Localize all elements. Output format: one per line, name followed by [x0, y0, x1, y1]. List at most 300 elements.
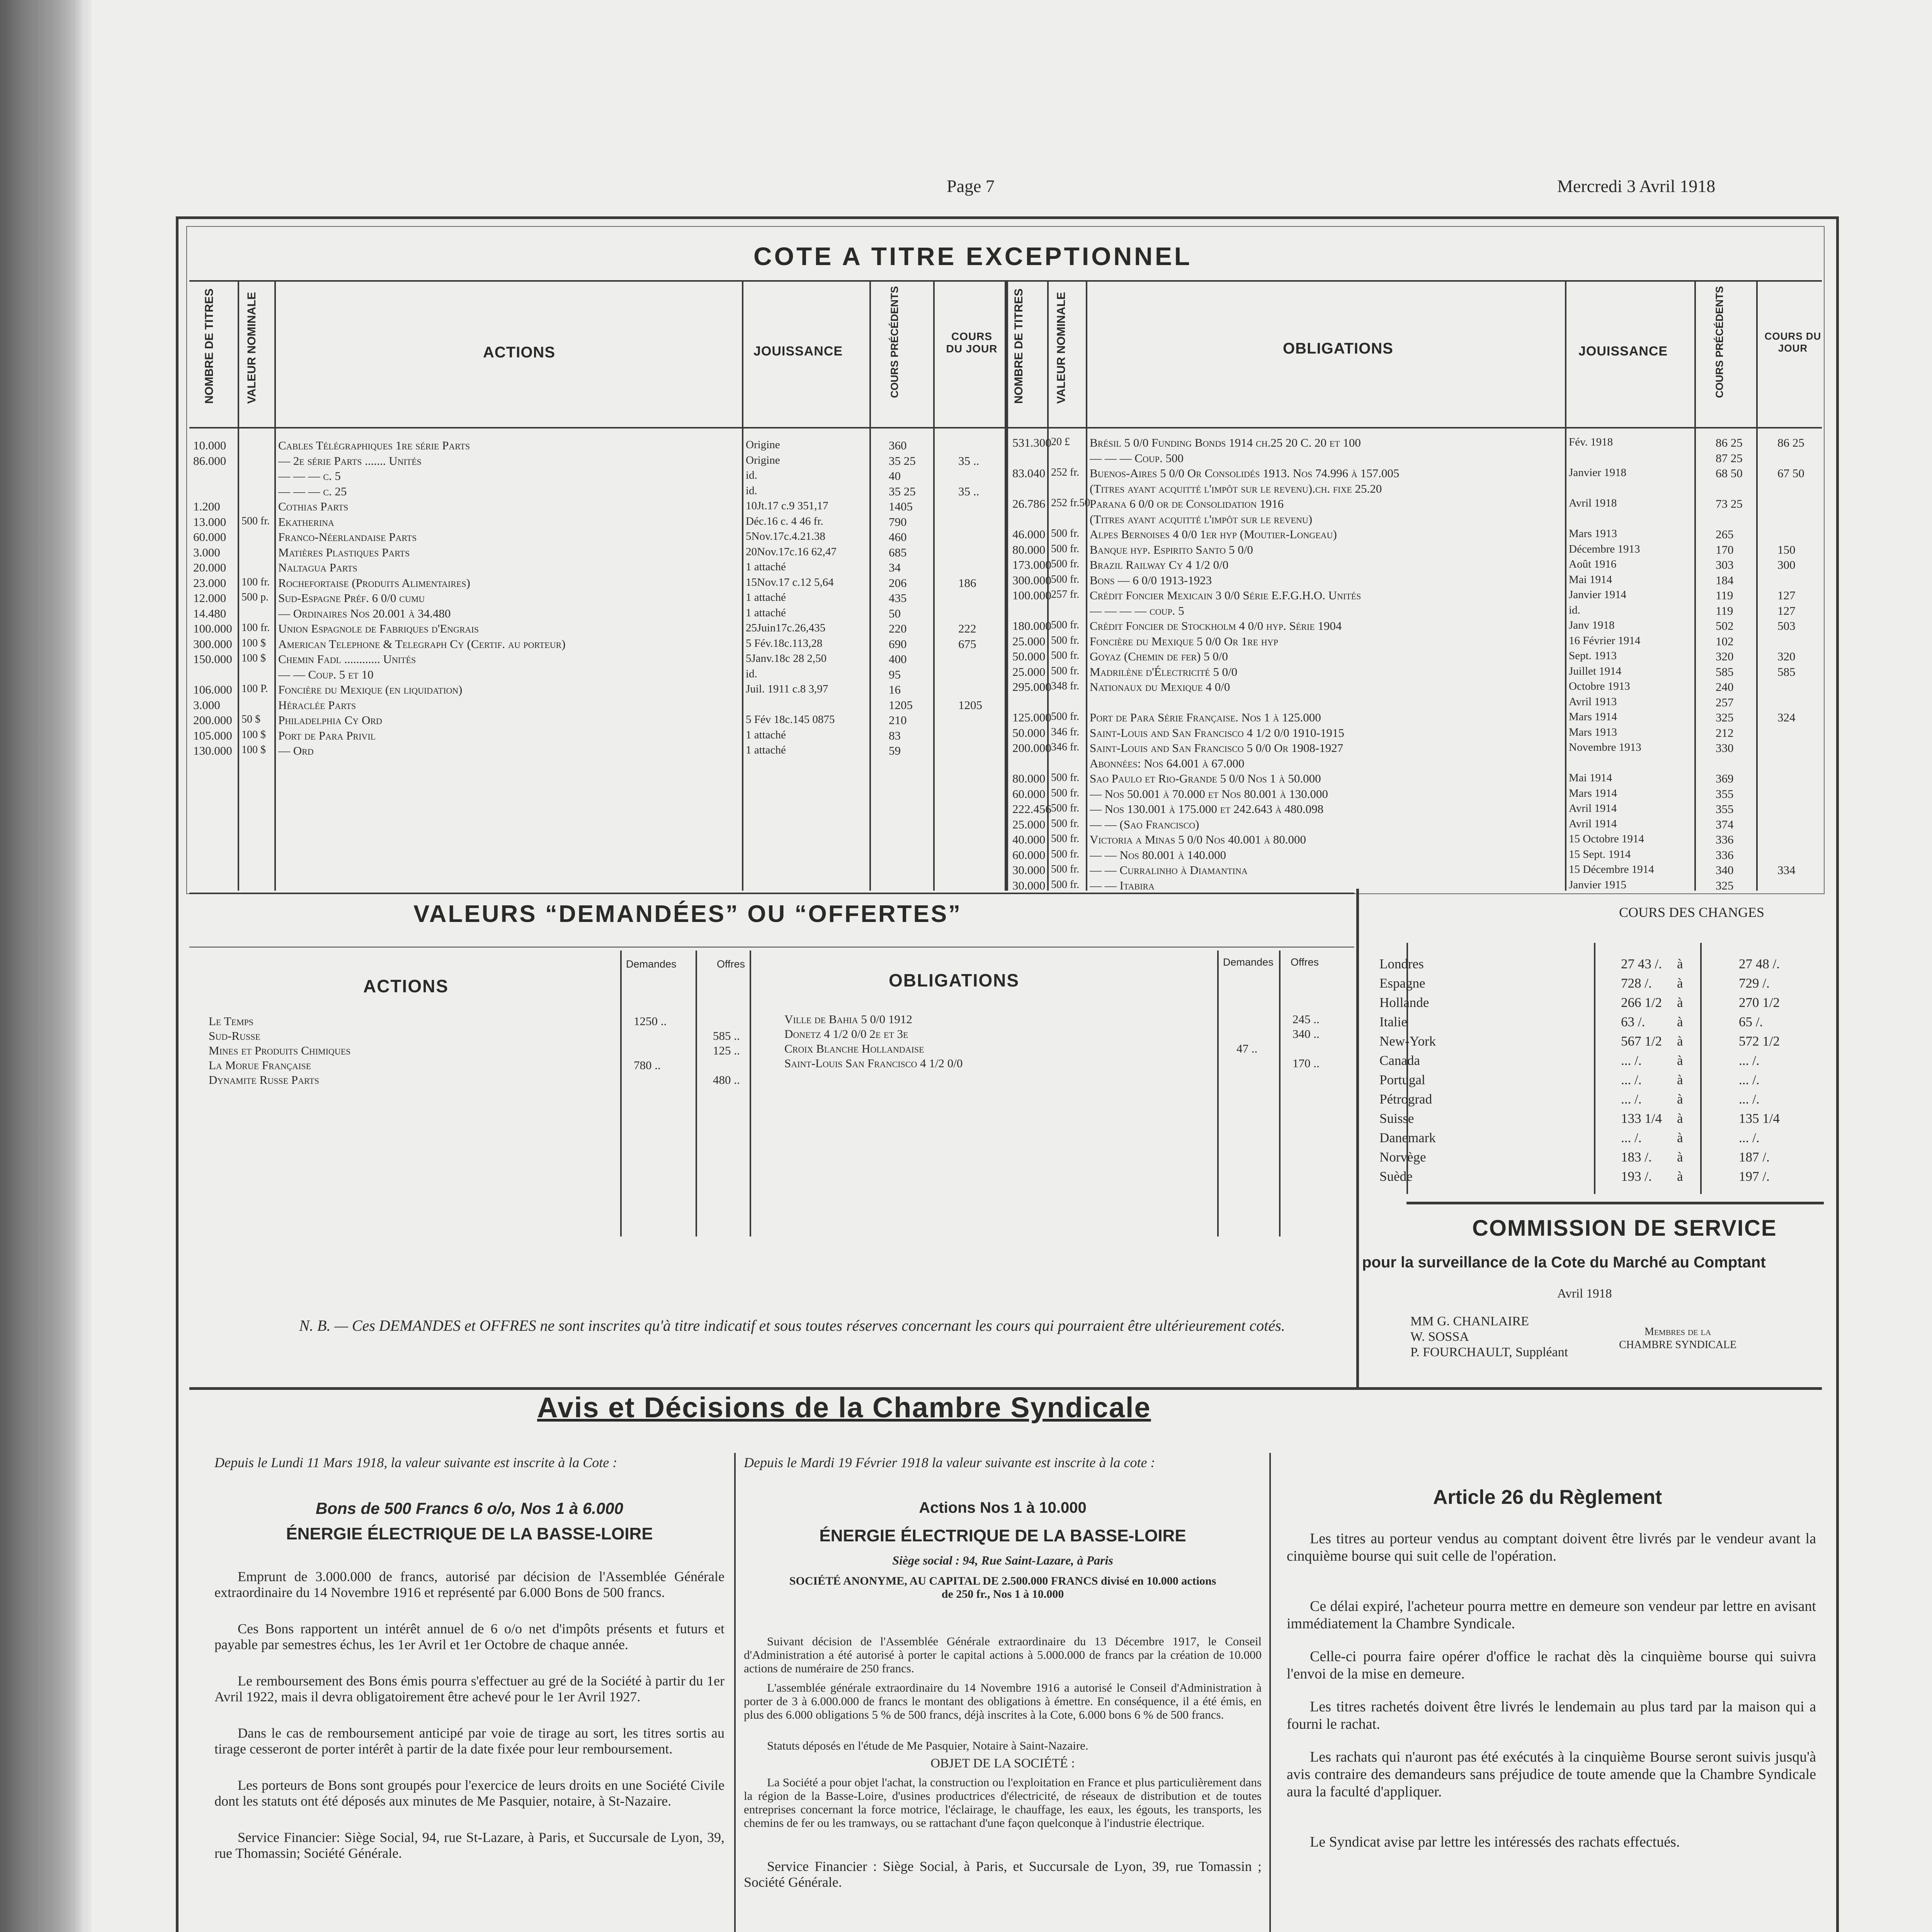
row-nombre: 60.000 [1012, 787, 1046, 801]
row-jouissance: Avril 1914 [1569, 817, 1617, 830]
row-jouissance: Mai 1914 [1569, 573, 1612, 586]
row-nombre: 30.000 [1012, 878, 1046, 892]
row-cours-prec: 340 [1716, 863, 1734, 877]
row-cours-prec: 212 [1716, 726, 1734, 740]
avis-col2-societe: SOCIÉTÉ ANONYME, AU CAPITAL DE 2.500.000 FRANCS divisé en 10.000 actions de 250 fr., Nos 1 à 10.000 [789, 1575, 1216, 1600]
valeur-action-name: Sud-Russe [209, 1029, 260, 1043]
row-valeur: 50 $ [242, 713, 260, 725]
row-actions-name: Cothias Parts [278, 500, 349, 513]
change-separator: à [1677, 1169, 1683, 1184]
row-jouissance: id. [746, 469, 757, 481]
change-separator: à [1677, 1053, 1683, 1068]
change-rate-to: 65 /. [1739, 1014, 1763, 1029]
row-valeur: 500 fr. [1051, 543, 1080, 555]
avis-col1-service: Service Financier: Siège Social, 94, rue St-Lazare, à Paris, et Succursale de Lyon, 39, rue Thomassin; Société Générale. [214, 1830, 724, 1861]
valeur-oblig-name: Saint-Louis San Francisco 4 1/2 0/0 [784, 1056, 963, 1070]
avis-col1-p5: Les porteurs de Bons sont groupés pour l'exercice de leurs droits en une Société Civile dont les statuts ont été déposés aux minutes de Me Pasquier, notaire, à St-Nazaire. [214, 1777, 724, 1809]
row-nombre: 26.786 [1012, 497, 1046, 510]
divider [742, 280, 743, 891]
change-rate-from: 27 43 /. [1621, 956, 1662, 971]
row-cours-prec: 83 [889, 728, 901, 742]
row-jouissance: 15Nov.17 c.12 5,64 [746, 576, 834, 588]
row-jouissance: Avril 1913 [1569, 695, 1617, 708]
row-nombre: 80.000 [1012, 543, 1046, 556]
row-nombre: 86.000 [193, 454, 226, 468]
row-jouissance: 25Juin17c.26,435 [746, 622, 826, 634]
row-valeur: 500 fr. [1051, 802, 1080, 814]
row-nombre: 105.000 [193, 728, 232, 742]
offres-header-oblig: Offres [1291, 956, 1319, 968]
avis-col1-company: ÉNERGIE ÉLECTRIQUE DE LA BASSE-LOIRE [286, 1524, 653, 1543]
col-header-actions: ACTIONS [483, 344, 555, 361]
row-cours-prec: 34 [889, 561, 901, 574]
row-oblig-name: Goyaz (Chemin de fer) 5 0/0 [1090, 650, 1228, 663]
row-cours-prec: 95 [889, 667, 901, 681]
row-cours-prec: 360 [889, 439, 907, 452]
row-valeur: 100 P. [242, 683, 268, 695]
row-jouissance: Avril 1918 [1569, 497, 1617, 509]
row-jouissance: Origine [746, 454, 780, 466]
row-nombre: 200.000 [193, 713, 232, 727]
row-cours-jour: 35 .. [958, 454, 980, 468]
row-actions-name: Ekatherina [278, 515, 334, 529]
valeur-demande: 47 .. [1236, 1042, 1258, 1055]
row-cours-prec: 585 [1716, 665, 1734, 679]
row-jouissance: Janvier 1918 [1569, 466, 1626, 479]
avis-col2-p4: La Société a pour objet l'achat, la construction ou l'exploitation en France et plus particulièrement dans la région de la Basse-Loire, d'usines productrices d'électricité, de réseaux de distribution et de toutes entreprises concernant la force motrice, l'éclairage, le chauffage, les eaux, les égouts, les transports, les chemins de fer ou les tramways, ou se rattachant d'une façon quelconque à l'industrie électrique. [744, 1776, 1262, 1830]
valeur-oblig-name: Croix Blanche Hollandaise [784, 1042, 924, 1055]
valeur-oblig-name: Ville de Bahia 5 0/0 1912 [784, 1012, 912, 1026]
row-actions-name: Chemin Fadl ............ Unités [278, 652, 416, 666]
divider [620, 951, 622, 1236]
row-jouissance: id. [1569, 604, 1580, 616]
divider [1005, 280, 1008, 891]
row-jouissance: Janvier 1915 [1569, 878, 1626, 891]
row-actions-name: Cables Télégraphiques 1re série Parts [278, 439, 470, 452]
row-jouissance: Origine [746, 439, 780, 451]
row-nombre: 100.000 [193, 622, 232, 635]
row-oblig-name: — Nos 50.001 à 70.000 et Nos 80.001 à 130.000 [1090, 787, 1328, 801]
row-nombre: 50.000 [1012, 650, 1046, 663]
avis-col1-p3: Le remboursement des Bons émis pourra s'effectuer au gré de la Société à partir du 1er Avril 1922, mais il devra obligatoirement être achevé pour le 1er Avril 1927. [214, 1673, 724, 1704]
change-rate-from: 567 1/2 [1621, 1034, 1662, 1049]
commission-date: Avril 1918 [1557, 1287, 1612, 1301]
row-cours-prec: 119 [1716, 604, 1733, 617]
change-country: Norvège [1379, 1150, 1426, 1165]
divider [189, 893, 1354, 894]
row-valeur: 500 fr. [1051, 634, 1080, 646]
row-cours-jour: 127 [1777, 588, 1796, 602]
row-nombre: 100.000 [1012, 588, 1051, 602]
row-oblig-name: Crédit Foncier de Stockholm 4 0/0 hyp. Série 1904 [1090, 619, 1342, 633]
col-header-cours-jour-oblig: COURS DU JOUR [1764, 330, 1821, 354]
row-valeur: 100 $ [242, 744, 266, 756]
row-cours-prec: 336 [1716, 833, 1734, 846]
demandes-header-oblig: Demandes [1223, 956, 1274, 968]
row-nombre: 25.000 [1012, 817, 1046, 831]
divider [1356, 889, 1359, 1387]
row-cours-prec: 320 [1716, 650, 1734, 663]
row-nombre: 60.000 [193, 530, 226, 544]
divider [274, 280, 276, 891]
article-26-p5: Les rachats qui n'auront pas été exécutés à la cinquième Bourse seront suivis jusqu'à avis contraire des demandeurs sans préjudice de toute amende que la Chambre Syndicale aura la faculté d'appliquer. [1287, 1749, 1816, 1800]
change-rate-to: 197 /. [1739, 1169, 1770, 1184]
article-26-title: Article 26 du Règlement [1433, 1486, 1662, 1509]
row-oblig-name: Port de Para Série Française. Nos 1 à 125.000 [1090, 711, 1321, 724]
row-nombre: 180.000 [1012, 619, 1051, 633]
row-nombre: 83.040 [1012, 466, 1046, 480]
row-valeur: 348 fr. [1051, 680, 1080, 692]
valeur-action-name: Dynamite Russe Parts [209, 1073, 319, 1087]
change-country: Espagne [1379, 976, 1425, 991]
change-country: Canada [1379, 1053, 1420, 1068]
row-nombre: 80.000 [1012, 772, 1046, 785]
row-jouissance: 1 attaché [746, 591, 786, 604]
row-jouissance: Juil. 1911 c.8 3,97 [746, 683, 828, 695]
row-oblig-name: Parana 6 0/0 or de Consolidation 1916 [1090, 497, 1284, 510]
change-rate-to: ... /. [1739, 1072, 1760, 1087]
commission-title: COMMISSION DE SERVICE [1472, 1216, 1777, 1241]
change-rate-from: 266 1/2 [1621, 995, 1662, 1010]
row-valeur: 252 fr. [1051, 466, 1080, 478]
divider [1406, 1202, 1824, 1204]
row-jouissance: Fév. 1918 [1569, 436, 1613, 448]
valeurs-note: N. B. — Ces DEMANDES et OFFRES ne sont inscrites qu'à titre indicatif et sous toutes réserves concernant les cours qui pourraient être ultérieurement cotés. [299, 1317, 1285, 1334]
row-nombre: 531.300 [1012, 436, 1051, 449]
valeur-action-name: La Morue Française [209, 1058, 311, 1072]
changes-title: COURS DES CHANGES [1619, 905, 1765, 920]
row-cours-prec: 240 [1716, 680, 1734, 694]
row-nombre: 60.000 [1012, 848, 1046, 862]
row-nombre: 125.000 [1012, 711, 1051, 724]
row-cours-jour: 503 [1777, 619, 1796, 633]
avis-col2-service: Service Financier : Siège Social, à Paris, et Succursale de Lyon, 39, rue Tomassin ; Société Générale. [744, 1859, 1262, 1890]
valeur-offre: 340 .. [1293, 1027, 1320, 1041]
change-country: Danemark [1379, 1130, 1436, 1145]
row-valeur: 500 fr. [1051, 619, 1080, 631]
avis-col2-p2: L'assemblée générale extraordinaire du 14 Novembre 1916 a autorisé le Conseil d'Administration à porter de 3 à 6.000.000 de francs le montant des obligations à émettre. En conséquence, il a été émis, en plus des 6.000 obligations 5 % de 500 francs, déjà inscrites à la Cote, 6.000 bons 6 % de 500 francs. [744, 1681, 1262, 1721]
change-country: Pétrograd [1379, 1092, 1432, 1107]
valeur-offre: 480 .. [713, 1073, 740, 1087]
row-cours-prec: 210 [889, 713, 907, 727]
col-header-cours-prec-oblig: COURS PRÉCÉDENTS [1714, 286, 1725, 398]
col-header-cours-prec: COURS PRÉCÉDENTS [889, 286, 900, 398]
row-jouissance: 15 Octobre 1914 [1569, 833, 1644, 845]
valeur-demande: 780 .. [634, 1058, 661, 1072]
avis-col2-intro: Depuis le Mardi 19 Février 1918 la valeur suivante est inscrite à la cote : [744, 1455, 1155, 1470]
row-oblig-name: Crédit Foncier Mexicain 3 0/0 Série E.F.G.H.O. Unités [1090, 588, 1361, 602]
valeur-action-name: Le Temps [209, 1014, 253, 1028]
cote-title: COTE A TITRE EXCEPTIONNEL [753, 242, 1192, 270]
row-nombre: 295.000 [1012, 680, 1051, 694]
valeurs-title: VALEURS “DEMANDÉES” OU “OFFERTES” [413, 901, 962, 927]
change-rate-from: 183 /. [1621, 1150, 1652, 1165]
row-cours-prec: 87 25 [1716, 451, 1743, 465]
row-nombre: 200.000 [1012, 741, 1051, 755]
row-valeur: 500 fr. [1051, 573, 1080, 585]
row-cours-prec: 336 [1716, 848, 1734, 862]
row-cours-prec: 690 [889, 637, 907, 651]
col-header-valeur: VALEUR NOMINALE [245, 292, 258, 404]
divider [1279, 951, 1281, 1236]
divider [1086, 280, 1087, 891]
row-jouissance: 15 Sept. 1914 [1569, 848, 1631, 861]
commission-role: Membres de la CHAMBRE SYNDICALE [1619, 1326, 1737, 1351]
row-cours-jour: 334 [1777, 863, 1796, 877]
row-cours-jour: 324 [1777, 711, 1796, 724]
row-jouissance: Octobre 1913 [1569, 680, 1630, 692]
row-oblig-name: Buenos-Aires 5 0/0 Or Consolidés 1913. Nos 74.996 à 157.005 [1090, 466, 1400, 480]
row-cours-prec: 59 [889, 744, 901, 757]
row-nombre: 30.000 [1012, 863, 1046, 877]
col-header-jouissance-oblig: JOUISSANCE [1578, 344, 1668, 359]
divider [1700, 943, 1702, 1194]
row-cours-jour: 86 25 [1777, 436, 1804, 449]
change-rate-to: 27 48 /. [1739, 956, 1780, 971]
col-header-jouissance: JOUISSANCE [753, 344, 843, 359]
row-jouissance: id. [746, 484, 757, 497]
row-cours-prec: 257 [1716, 695, 1734, 709]
row-actions-name: Franco-Néerlandaise Parts [278, 530, 417, 544]
row-jouissance: Avril 1914 [1569, 802, 1617, 815]
avis-col2-company: ÉNERGIE ÉLECTRIQUE DE LA BASSE-LOIRE [819, 1526, 1186, 1545]
avis-col2-objet: OBJET DE LA SOCIÉTÉ : [930, 1756, 1075, 1770]
row-actions-name: — — Coup. 5 et 10 [278, 667, 374, 681]
row-jouissance: 15 Décembre 1914 [1569, 863, 1654, 876]
row-valeur: 346 fr. [1051, 726, 1080, 738]
offres-header: Offres [717, 958, 745, 970]
row-jouissance: 5 Fév 18c.145 0875 [746, 713, 835, 726]
row-cours-prec: 265 [1716, 527, 1734, 541]
change-separator: à [1677, 1072, 1683, 1087]
row-cours-jour: 186 [958, 576, 976, 590]
row-cours-prec: 40 [889, 469, 901, 483]
row-actions-name: Sud-Espagne Préf. 6 0/0 cumu [278, 591, 425, 605]
divider [238, 280, 239, 891]
col-header-cours-jour: COURS DU JOUR [946, 330, 998, 355]
row-cours-prec: 1405 [889, 500, 913, 513]
row-oblig-name: (Titres ayant acquitté l'impôt sur le revenu) [1090, 512, 1313, 526]
divider [869, 280, 871, 891]
row-cours-prec: 1205 [889, 698, 913, 712]
row-actions-name: — Ordinaires Nos 20.001 à 34.480 [278, 606, 451, 620]
commission-subtitle: pour la surveillance de la Cote du Marché au Comptant [1362, 1254, 1766, 1271]
row-cours-prec: 73 25 [1716, 497, 1743, 510]
row-oblig-name: (Titres ayant acquitté l'impôt sur le revenu).ch. fixe 25.20 [1090, 481, 1382, 495]
row-nombre: 23.000 [193, 576, 226, 590]
row-nombre: 10.000 [193, 439, 226, 452]
row-cours-prec: 119 [1716, 588, 1733, 602]
row-actions-name: Héraclée Parts [278, 698, 356, 712]
row-cours-prec: 355 [1716, 802, 1734, 816]
row-valeur: 100 $ [242, 728, 266, 741]
change-separator: à [1677, 1092, 1683, 1107]
change-separator: à [1677, 976, 1683, 991]
row-cours-prec: 685 [889, 545, 907, 559]
change-rate-from: ... /. [1621, 1072, 1642, 1087]
row-jouissance: id. [746, 667, 757, 680]
row-actions-name: Foncière du Mexique (en liquidation) [278, 683, 463, 696]
commission-members: MM G. CHANLAIRE W. SOSSA P. FOURCHAULT, Suppléant [1410, 1314, 1568, 1359]
row-oblig-name: Madrilène d'Électricité 5 0/0 [1090, 665, 1238, 679]
avis-col1-intro: Depuis le Lundi 11 Mars 1918, la valeur suivante est inscrite à la Cote : [214, 1455, 617, 1470]
row-nombre: 12.000 [193, 591, 226, 605]
col-header-nombre: NOMBRE DE TITRES [203, 288, 216, 404]
row-cours-jour: 150 [1777, 543, 1796, 556]
row-cours-prec: 790 [889, 515, 907, 529]
change-rate-from: 193 /. [1621, 1169, 1652, 1184]
change-country: Suisse [1379, 1111, 1414, 1126]
row-oblig-name: Nationaux du Mexique 4 0/0 [1090, 680, 1230, 694]
change-country: Hollande [1379, 995, 1429, 1010]
avis-col2-actions: Actions Nos 1 à 10.000 [919, 1499, 1087, 1516]
divider [1756, 280, 1758, 891]
row-cours-prec: 86 25 [1716, 436, 1743, 449]
row-actions-name: Naltagua Parts [278, 561, 357, 574]
row-oblig-name: Abonnées: Nos 64.001 à 67.000 [1090, 756, 1245, 770]
row-jouissance: Décembre 1913 [1569, 543, 1640, 555]
row-actions-name: — Ord [278, 744, 314, 757]
row-valeur: 100 fr. [242, 576, 270, 588]
row-nombre: 25.000 [1012, 634, 1046, 648]
divider [189, 1387, 1822, 1390]
row-valeur: 500 fr. [1051, 848, 1080, 860]
row-jouissance: 1 attaché [746, 728, 786, 741]
demandes-header: Demandes [626, 958, 677, 970]
row-oblig-name: Brazil Railway Cy 4 1/2 0/0 [1090, 558, 1229, 571]
row-nombre: 13.000 [193, 515, 226, 529]
row-cours-prec: 460 [889, 530, 907, 544]
valeur-offre: 170 .. [1293, 1056, 1320, 1070]
row-nombre: 20.000 [193, 561, 226, 574]
row-cours-jour: 300 [1777, 558, 1796, 571]
article-26-p1: Les titres au porteur vendus au comptant doivent être livrés par le vendeur avant la cinquième bourse qui suit celle de l'opération. [1287, 1531, 1816, 1564]
article-26-p3: Celle-ci pourra faire opérer d'office le rachat dès la cinquième bourse qui suivra l'envoi de la mise en demeure. [1287, 1648, 1816, 1682]
change-rate-to: 135 1/4 [1739, 1111, 1780, 1126]
divider [1565, 280, 1566, 891]
change-rate-from: ... /. [1621, 1130, 1642, 1145]
change-country: Suède [1379, 1169, 1413, 1184]
change-separator: à [1677, 995, 1683, 1010]
row-cours-prec: 35 25 [889, 454, 916, 468]
change-rate-to: 270 1/2 [1739, 995, 1780, 1010]
col-header-nombre-oblig: NOMBRE DE TITRES [1012, 288, 1025, 404]
row-cours-prec: 50 [889, 606, 901, 620]
avis-col1-p1: Emprunt de 3.000.000 de francs, autorisé par décision de l'Assemblée Générale extraordinaire du 14 Novembre 1916 et représenté par 6.000 Bons de 500 francs. [214, 1569, 724, 1600]
row-cours-jour: 35 .. [958, 484, 980, 498]
row-cours-prec: 68 50 [1716, 466, 1743, 480]
avis-col2-p3: Statuts déposés en l'étude de Me Pasquier, Notaire à Saint-Nazaire. [767, 1739, 1088, 1752]
row-actions-name: Rochefortaise (Produits Alimentaires) [278, 576, 470, 590]
row-nombre: 130.000 [193, 744, 232, 757]
change-separator: à [1677, 1034, 1683, 1049]
change-country: Italie [1379, 1014, 1407, 1029]
row-nombre: 300.000 [193, 637, 232, 651]
row-nombre: 25.000 [1012, 665, 1046, 679]
row-actions-name: — 2e série Parts ....... Unités [278, 454, 422, 468]
row-valeur: 252 fr.50 [1051, 497, 1090, 509]
avis-col1-p2: Ces Bons rapportent un intérêt annuel de 6 o/o net d'impôts présents et futurs et payable par semestres échus, les 1er Avril et 1er Octobre de chaque année. [214, 1621, 724, 1652]
row-oblig-name: — — — Coup. 500 [1090, 451, 1184, 465]
row-jouissance: Janv 1918 [1569, 619, 1615, 631]
change-rate-to: 187 /. [1739, 1150, 1770, 1165]
valeurs-actions-title: ACTIONS [363, 976, 449, 996]
row-jouissance: Déc.16 c. 4 46 fr. [746, 515, 823, 527]
article-26-p4: Les titres rachetés doivent être livrés le lendemain au plus tard par la maison qui a fourni le rachat. [1287, 1699, 1816, 1732]
row-nombre: 150.000 [193, 652, 232, 666]
row-nombre: 3.000 [193, 545, 220, 559]
row-nombre: 222.456 [1012, 802, 1051, 816]
row-cours-prec: 303 [1716, 558, 1734, 571]
row-nombre: 50.000 [1012, 726, 1046, 740]
valeur-offre: 585 .. [713, 1029, 740, 1043]
change-separator: à [1677, 956, 1683, 971]
row-cours-prec: 35 25 [889, 484, 916, 498]
divider [1694, 280, 1696, 891]
divider [750, 951, 751, 1236]
row-actions-name: — — — c. 25 [278, 484, 347, 498]
divider [734, 1453, 736, 1932]
row-jouissance: Juillet 1914 [1569, 665, 1622, 677]
row-oblig-name: Victoria a Minas 5 0/0 Nos 40.001 à 80.000 [1090, 833, 1306, 846]
row-nombre: 173.000 [1012, 558, 1051, 571]
page-number: Page 7 [947, 176, 995, 196]
row-jouissance: Mars 1914 [1569, 711, 1617, 723]
row-oblig-name: — — Nos 80.001 à 140.000 [1090, 848, 1226, 862]
avis-col2-p1: Suivant décision de l'Assemblée Générale extraordinaire du 13 Décembre 1917, le Conseil d'Administration a été autorisé à porter le capital actions à 5.000.000 de francs par la création de 10.000 actions de numéraire de 250 francs. [744, 1634, 1262, 1675]
row-jouissance: 5 Fév.18c.113,28 [746, 637, 823, 650]
col-header-obligations: OBLIGATIONS [1283, 340, 1393, 357]
row-nombre: 300.000 [1012, 573, 1051, 587]
row-oblig-name: — — — — coup. 5 [1090, 604, 1184, 617]
row-jouissance: 1 attaché [746, 606, 786, 619]
row-valeur: 500 fr. [1051, 878, 1080, 891]
row-cours-jour: 127 [1777, 604, 1796, 617]
avis-col1-bons: Bons de 500 Francs 6 o/o, Nos 1 à 6.000 [315, 1499, 623, 1517]
row-oblig-name: Brésil 5 0/0 Funding Bonds 1914 ch.25 20 C. 20 et 100 [1090, 436, 1361, 449]
row-actions-name: — — — c. 5 [278, 469, 341, 483]
valeur-action-name: Mines et Produits Chimiques [209, 1044, 351, 1057]
row-cours-prec: 330 [1716, 741, 1734, 755]
row-nombre: 1.200 [193, 500, 220, 513]
change-rate-to: 572 1/2 [1739, 1034, 1780, 1049]
row-cours-prec: 206 [889, 576, 907, 590]
change-rate-from: 63 /. [1621, 1014, 1645, 1029]
valeur-offre: 245 .. [1293, 1012, 1320, 1026]
row-cours-prec: 102 [1716, 634, 1734, 648]
row-jouissance: 1 attaché [746, 744, 786, 756]
row-valeur: 500 fr. [1051, 817, 1080, 830]
row-actions-name: Port de Para Privil [278, 728, 376, 742]
change-rate-from: 133 1/4 [1621, 1111, 1662, 1126]
row-oblig-name: — — Itabira [1090, 878, 1155, 892]
issue-date: Mercredi 3 Avril 1918 [1557, 176, 1716, 196]
row-oblig-name: Bons — 6 0/0 1913-1923 [1090, 573, 1212, 587]
article-26-p6: Le Syndicat avise par lettre les intéressés des rachats effectués. [1310, 1834, 1680, 1850]
row-valeur: 100 $ [242, 652, 266, 664]
change-rate-to: 729 /. [1739, 976, 1770, 991]
row-cours-prec: 16 [889, 683, 901, 696]
change-separator: à [1677, 1150, 1683, 1165]
row-oblig-name: Saint-Louis and San Francisco 5 0/0 Or 1908-1927 [1090, 741, 1344, 755]
row-valeur: 500 fr. [242, 515, 270, 527]
row-cours-prec: 220 [889, 622, 907, 635]
row-valeur: 500 fr. [1051, 558, 1080, 570]
row-valeur: 500 fr. [1051, 863, 1080, 875]
row-nombre: 40.000 [1012, 833, 1046, 846]
divider [933, 280, 935, 891]
row-cours-jour: 320 [1777, 650, 1796, 663]
